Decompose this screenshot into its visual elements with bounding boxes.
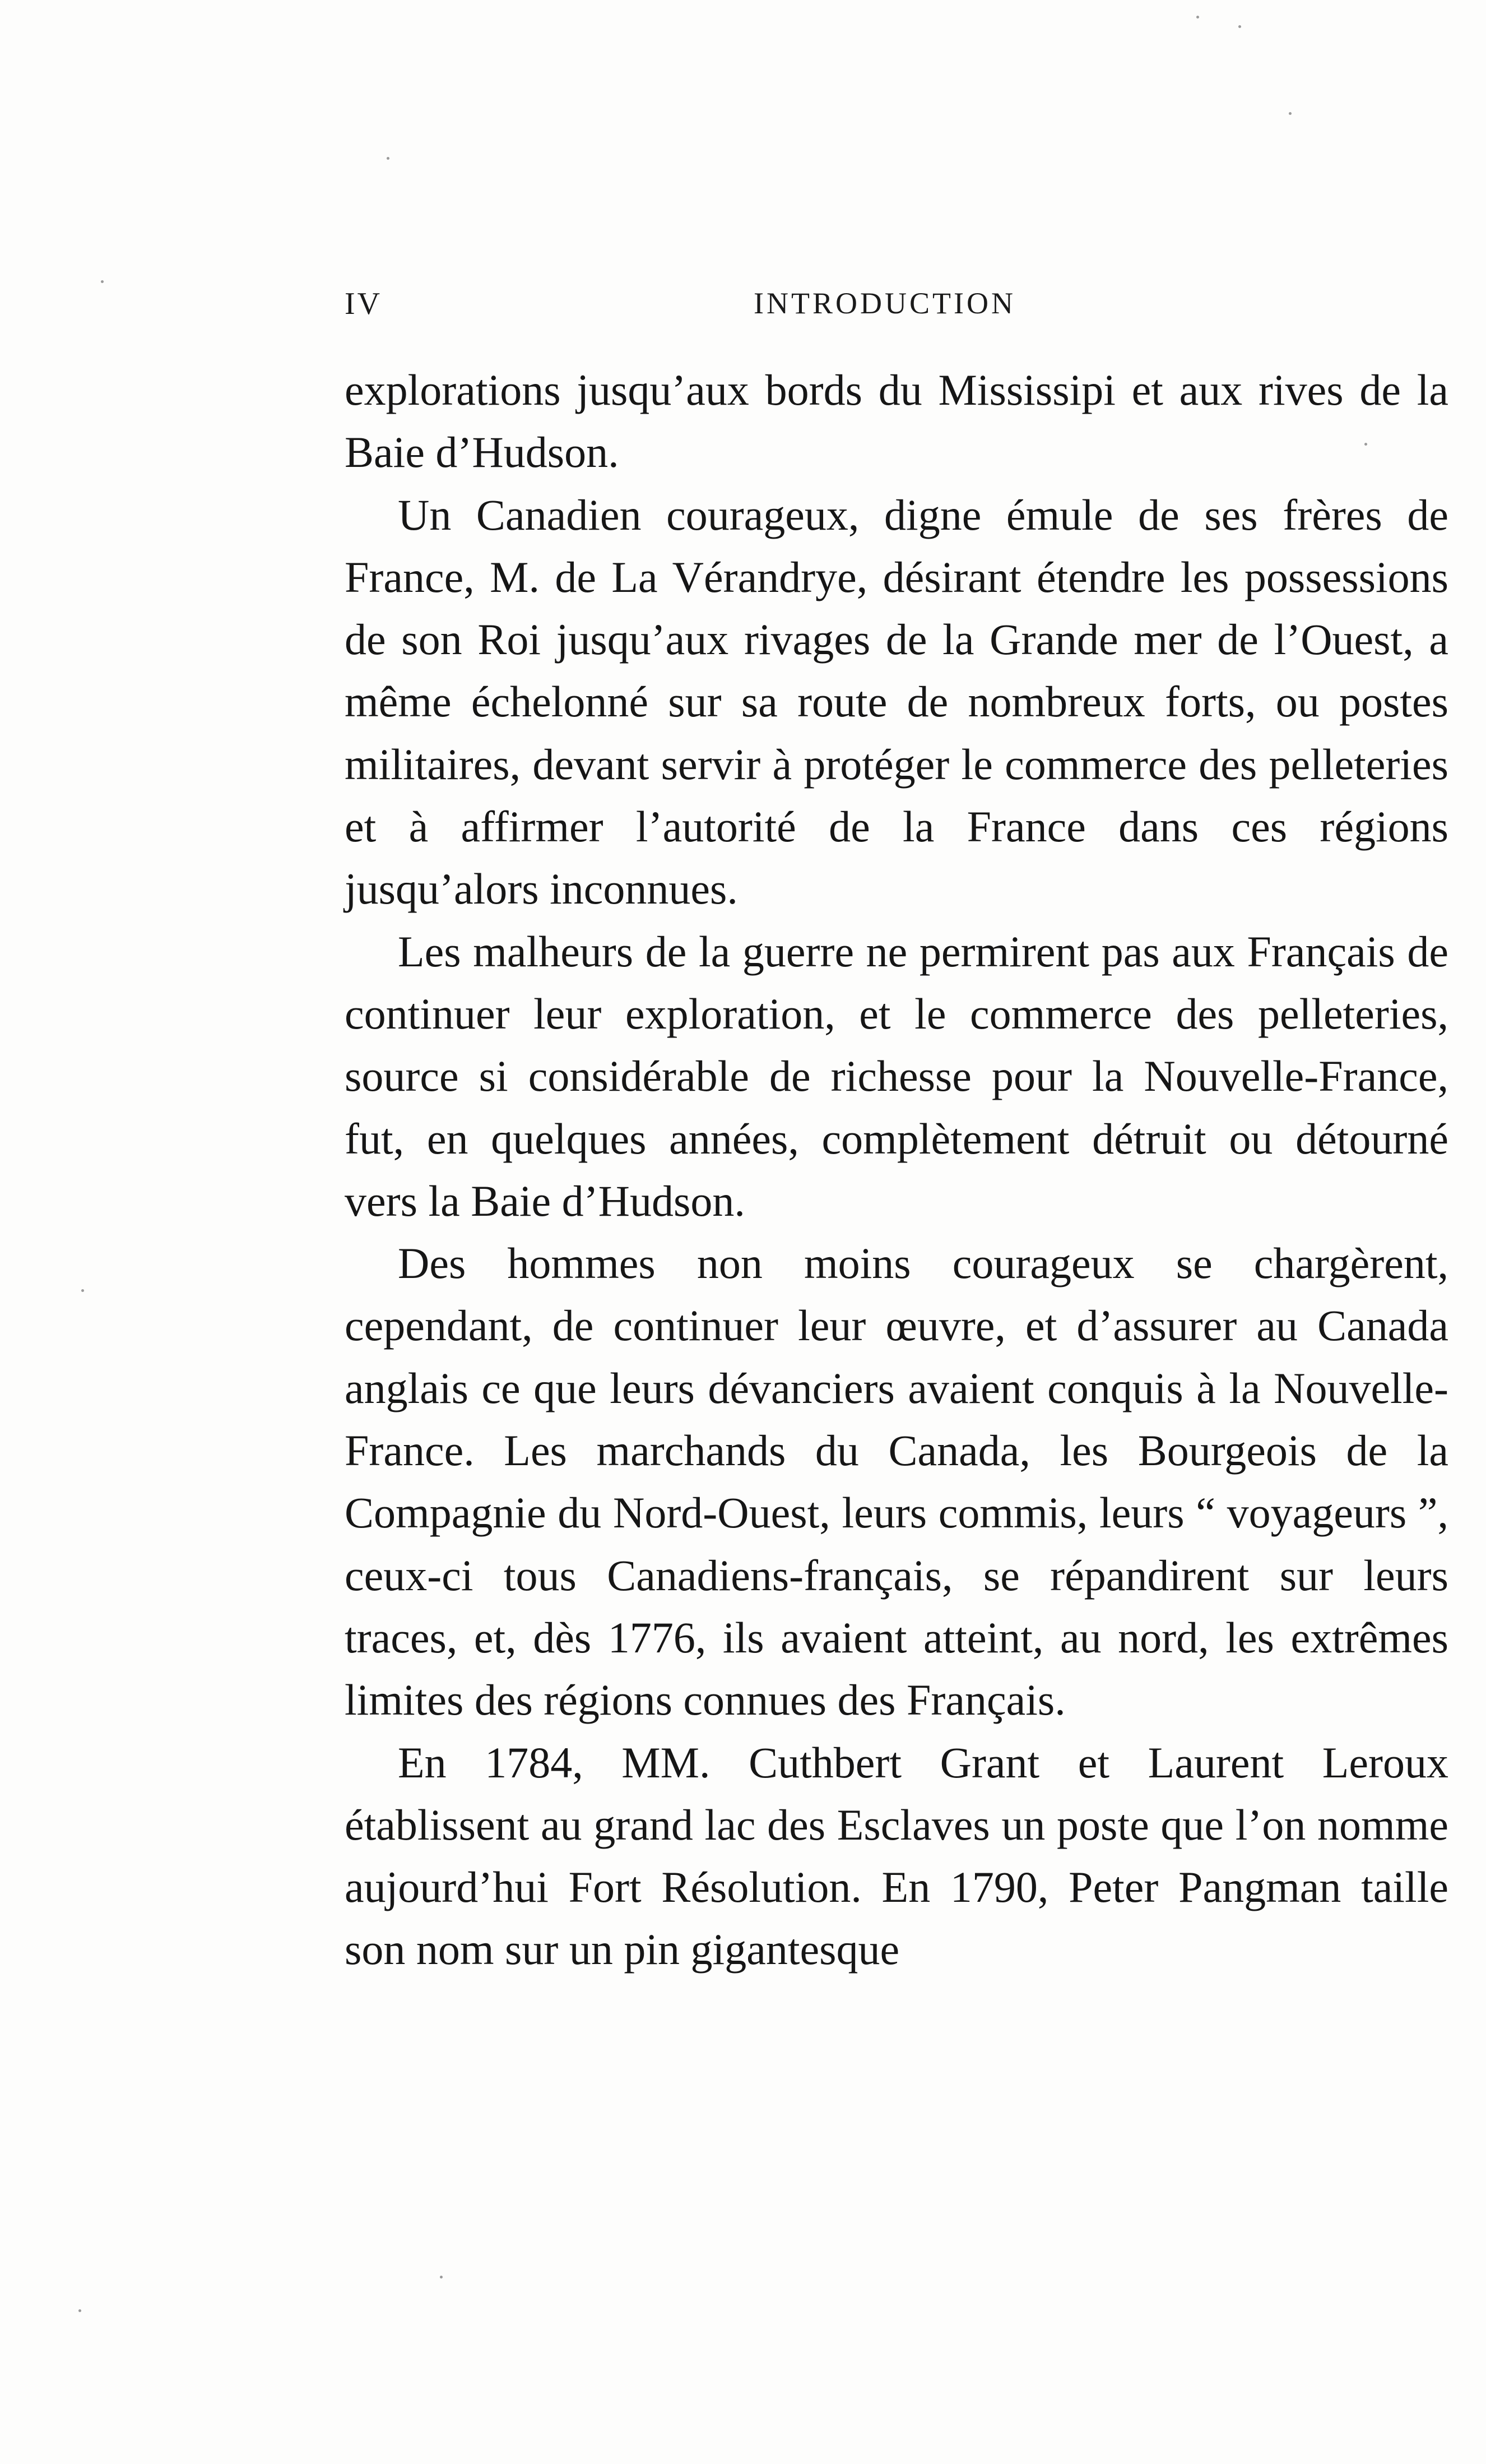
paragraph-continued: explorations jusqu’aux bords du Mississipi et aux rives de la Baie d’Hudson. — [345, 365, 1448, 477]
paper-speck — [1364, 443, 1367, 446]
running-title: INTRODUCTION — [754, 286, 1016, 320]
paragraph-fort-resolution: En 1784, MM. Cuthbert Grant et Laurent Leroux établissent au grand lac des Esclaves un poste que l’on nomme aujourd’hui Fort Résolution. En 1790, Peter Pangman taille son nom sur un pin gigantesque — [345, 1738, 1448, 1974]
paper-speck — [1289, 112, 1292, 115]
paragraph-war: Les malheurs de la guerre ne permirent pas aux Français de continuer leur exploration, et le commerce des pelleteries, source si considérable de richesse pour la Nouvelle-France, fut, en quelques années, complètement détruit ou détourné vers la Baie d’Hudson. — [345, 927, 1448, 1225]
paper-speck — [101, 280, 104, 283]
paragraph-verandrye: Un Canadien courageux, digne émule de ses frères de France, M. de La Vérandrye, désirant étendre les possessions de son Roi jusqu’aux rivages de la Grande mer de l’Ouest, a même échelonné sur sa route de nombreux forts, ou postes militaires, devant servir à protéger le commerce des pelleteries et à affirmer l’autorité de la France dans ces régions jusqu’alors inconnues. — [345, 490, 1448, 914]
paragraph-north-west-company: Des hommes non moins courageux se chargèrent, cependant, de continuer leur œuvre, et d’assurer au Canada anglais ce que leurs dévanciers avaient conquis à la Nouvelle-France. Les marchands du Canada, les Bourgeois de la Compagnie du Nord-Ouest, leurs commis, leurs “ voyageurs ”, ceux-ci tous Canadiens-français, se répandirent sur leurs traces, et, dès 1776, ils avaient atteint, au nord, les extrêmes limites des régions connues des Français. — [345, 1239, 1448, 1725]
paper-speck — [78, 2309, 81, 2312]
paper-speck — [440, 2276, 443, 2278]
page-number: IV — [345, 286, 383, 321]
paper-speck — [81, 1289, 84, 1292]
paper-speck — [1196, 16, 1199, 18]
paper-speck — [1238, 25, 1241, 28]
paper-speck — [387, 157, 389, 160]
body-text — [345, 359, 1448, 1981]
running-head — [345, 286, 1448, 331]
